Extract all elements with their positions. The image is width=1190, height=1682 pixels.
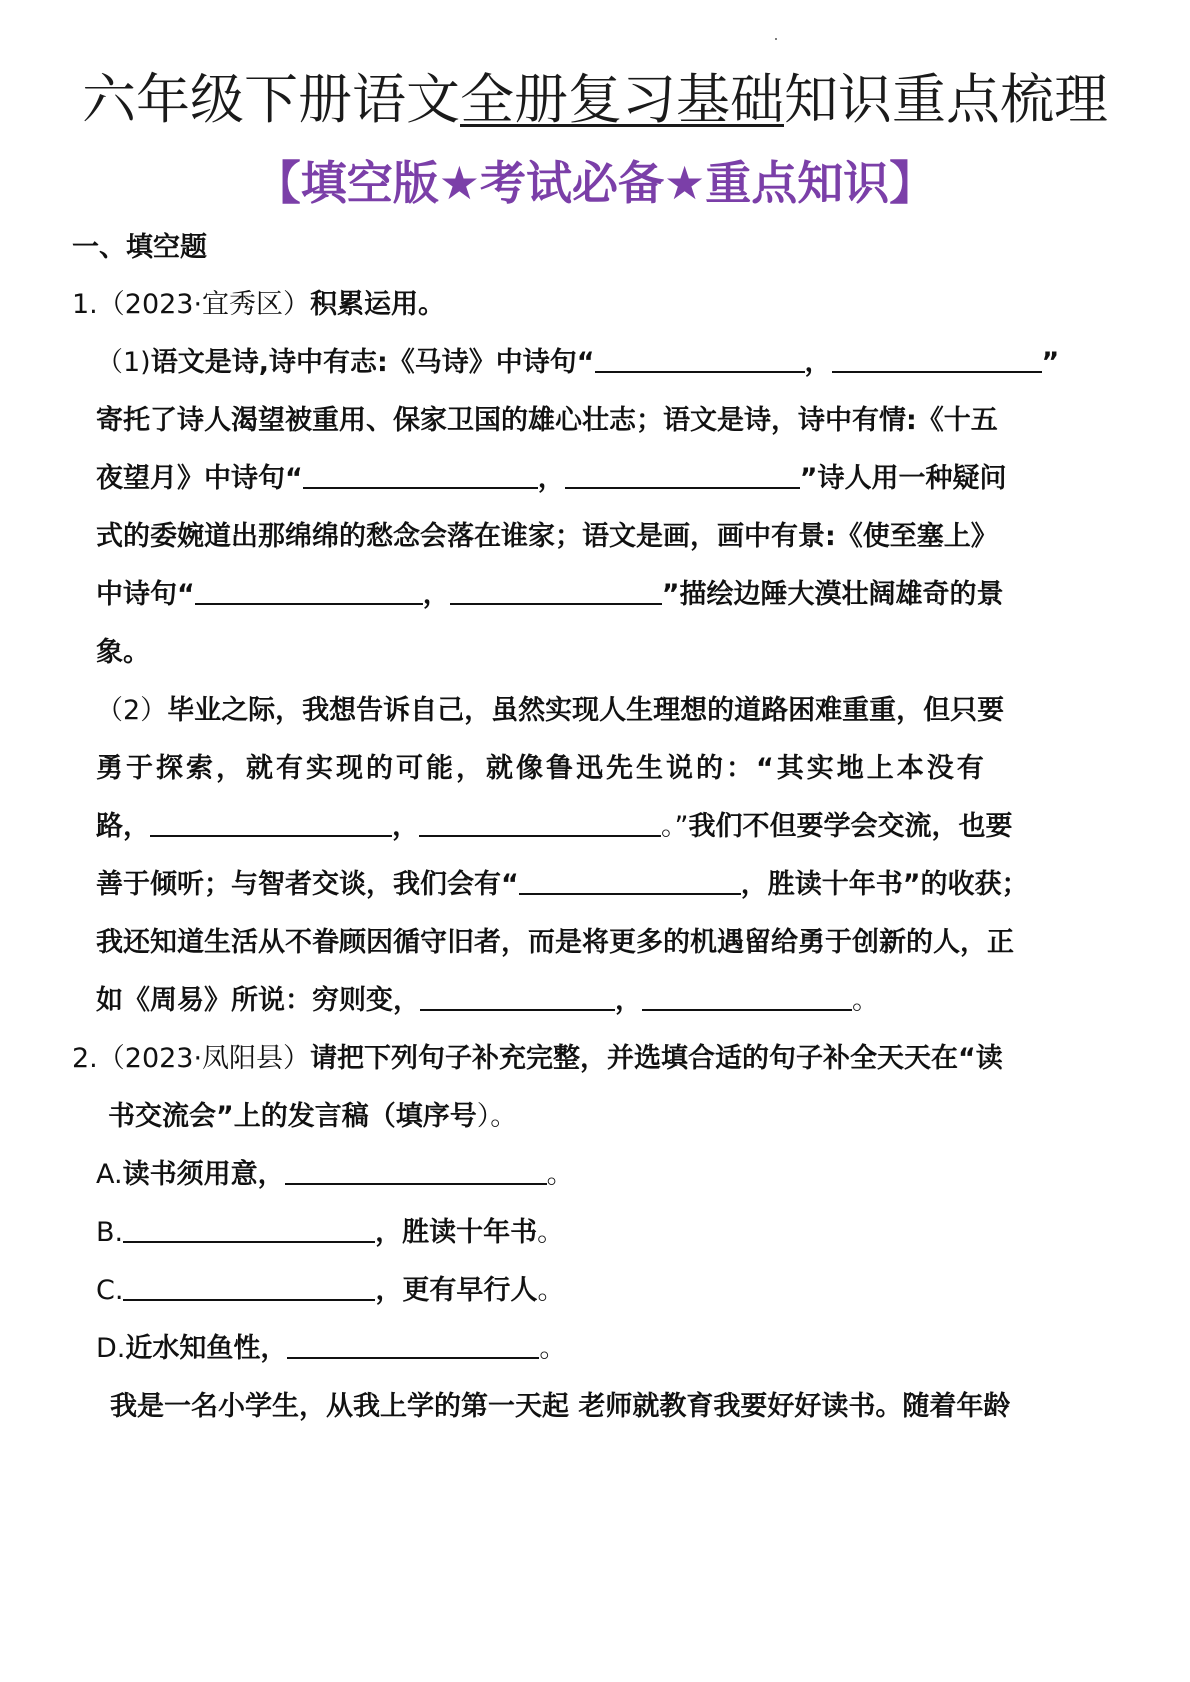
question-source: （2023·宜秀区） [97, 289, 311, 320]
option-a [96, 1155, 574, 1195]
q1-part1-line6: 象。 [96, 637, 150, 668]
q1-part1-line2: 寄托了诗人渴望被重用、保家卫国的雄心壮志；语文是诗，诗中有情:《十五 [96, 405, 998, 436]
answer-blank[interactable] [150, 809, 392, 837]
text: 。 [539, 1333, 567, 1364]
question-2-stem-line2 [108, 1097, 517, 1137]
text: ， [422, 579, 450, 610]
option-d [96, 1329, 566, 1369]
text: ， [537, 463, 565, 494]
question-stem: 积累运用。 [310, 289, 446, 320]
text: 。 [537, 1275, 565, 1306]
text: 。 [852, 985, 879, 1016]
text: ” [1041, 347, 1060, 378]
answer-blank[interactable] [123, 1215, 375, 1243]
answer-blank[interactable] [450, 577, 662, 605]
text: 路， [96, 811, 150, 842]
title-part-underlined: 全册复习基础 [460, 68, 784, 131]
q1-part2-line2: 勇于探索，就有实现的可能，就像鲁迅先生说的：“其实地上本没有 [96, 753, 987, 784]
option-label: B. [96, 1217, 124, 1248]
text: 读书须用意， [122, 1159, 285, 1190]
text: ”诗人用一种疑问 [799, 463, 1007, 494]
text: 。 [537, 1217, 565, 1248]
question-2-header [72, 1039, 1003, 1079]
title-part-3: 知识重点梳理 [784, 68, 1108, 131]
question-stem: 请把下列句子补充完整，并选填合适的句子补全天天在“读 [310, 1043, 1003, 1074]
answer-blank[interactable] [832, 345, 1042, 373]
q1-part1-line5 [96, 575, 1004, 615]
option-label: D. [96, 1333, 126, 1364]
q1-part2-line5: 我还知道生活从不眷顾因循守旧者，而是将更多的机遇留给勇于创新的人，正 [96, 927, 1014, 958]
text: ”描绘边陲大漠壮阔雄奇的景 [661, 579, 1004, 610]
text: 。 [546, 1159, 574, 1190]
text: 语文是诗,诗中有志:《马诗》中诗句“ [150, 347, 595, 378]
text: 近水知鱼性， [125, 1333, 288, 1364]
passage-line-1: 我是一名小学生，从我上学的第一天起 老师就教育我要好好读书。随着年龄 [110, 1391, 1011, 1422]
text: ， [804, 347, 832, 378]
q1-part1-line3 [96, 459, 1007, 499]
answer-blank[interactable] [420, 983, 615, 1011]
text: 。” [661, 811, 689, 842]
text: 夜望月》中诗句“ [96, 463, 303, 494]
sub-question-number: （2） [96, 695, 168, 726]
q1-part1-line1 [96, 343, 1059, 383]
option-c [96, 1271, 564, 1311]
answer-blank[interactable] [123, 1273, 375, 1301]
q1-part2-line3 [96, 807, 1013, 847]
question-number: 1. [72, 289, 98, 320]
text: ，胜读十年书 [375, 1217, 538, 1248]
section-heading: 一、填空题 [72, 232, 207, 263]
answer-blank[interactable] [419, 809, 661, 837]
text: ）。 [476, 1101, 518, 1132]
answer-blank[interactable] [519, 867, 741, 895]
text: 如《周易》所说：穷则变， [96, 985, 420, 1016]
question-number: 2. [72, 1043, 98, 1074]
option-label: A. [96, 1159, 123, 1190]
question-source: （2023·凤阳县） [97, 1043, 311, 1074]
text: 毕业之际，我想告诉自己，虽然实现人生理想的道路困难重重，但只要 [167, 695, 1005, 726]
option-b [96, 1213, 564, 1253]
q1-part1-line4: 式的委婉道出那绵绵的愁念会落在谁家；语文是画，画中有景:《使至塞上》 [96, 521, 998, 552]
answer-blank[interactable] [195, 577, 423, 605]
text: 我们不但要学会交流，也要 [688, 811, 1013, 842]
text: ， [392, 811, 419, 842]
text: 中诗句“ [96, 579, 195, 610]
page-title [0, 62, 1190, 138]
answer-blank[interactable] [642, 983, 852, 1011]
answer-blank[interactable] [565, 461, 800, 489]
text: 填序号 [395, 1101, 477, 1132]
answer-blank[interactable] [595, 345, 805, 373]
answer-blank[interactable] [285, 1157, 547, 1185]
answer-blank[interactable] [287, 1331, 539, 1359]
sub-question-number: （1) [96, 347, 151, 378]
q1-part2-line1 [96, 691, 1004, 731]
text: 善于倾听；与智者交谈，我们会有“ [96, 869, 519, 900]
page-subtitle: 【填空版★考试必备★重点知识】 [254, 156, 936, 210]
text: 书交流会”上的发言稿（ [108, 1101, 396, 1132]
text: ，胜读十年书”的收获； [740, 869, 1029, 900]
text: ， [615, 985, 642, 1016]
answer-blank[interactable] [303, 461, 538, 489]
q1-part2-line4 [96, 865, 1029, 905]
title-part-1: 六年级下册语文 [82, 68, 460, 131]
q1-part2-line6 [96, 981, 879, 1021]
scan-speck [775, 38, 777, 40]
option-label: C. [96, 1275, 124, 1306]
text: ，更有早行人 [375, 1275, 538, 1306]
question-1-header [72, 285, 445, 325]
